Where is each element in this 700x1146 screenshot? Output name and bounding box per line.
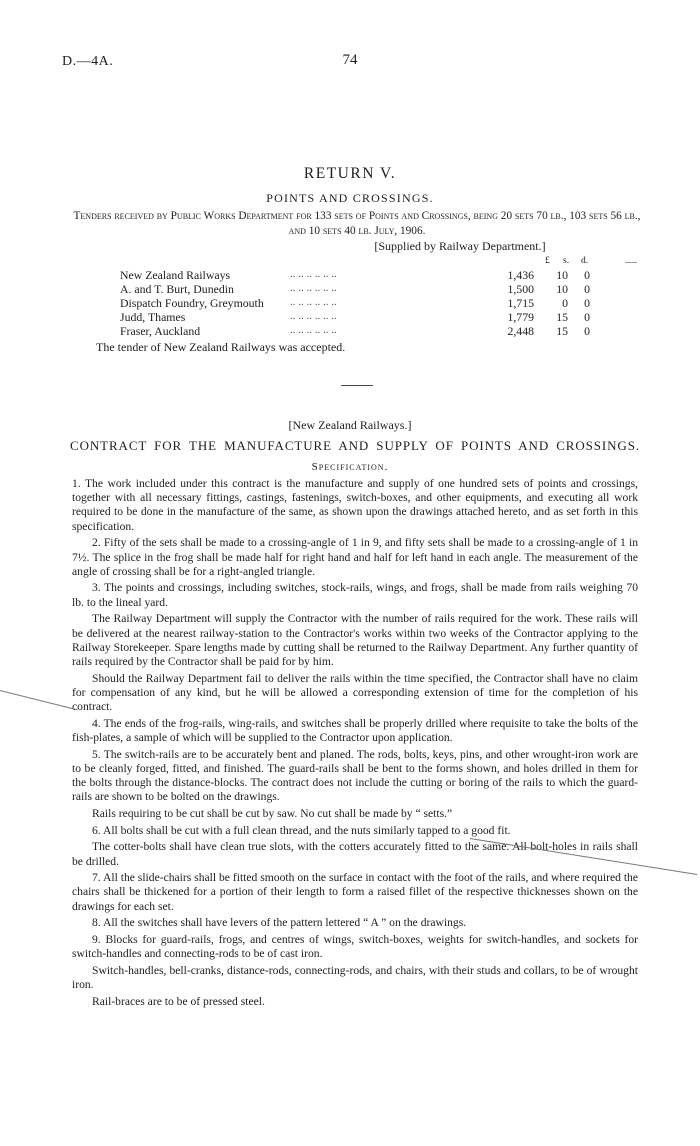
leader-dots: .. .. .. .. .. .. [290, 324, 337, 336]
tender-pence: 0 [584, 324, 590, 338]
tender-pounds: 2,448 [507, 324, 534, 338]
return-title: RETURN V. [303, 165, 397, 182]
tender-name: A. and T. Burt, Dunedin [120, 282, 234, 296]
unit-shillings: s. [563, 256, 570, 266]
contract-title: CONTRACT FOR THE MANUFACTURE AND SUPPLY OF POINTS AND CROSSINGS. [70, 438, 640, 453]
spec-paragraph: Switch-handles, bell-cranks, distance-rods, connecting-rods, and chairs, with their studs and collars, to be of wrought iron. [72, 964, 638, 992]
tender-pence: 0 [584, 282, 590, 296]
spec-paragraph: 2. Fifty of the sets shall be made to a crossing-angle of 1 in 9, and fifty sets shall be made to a crossing-angle of 1 in 7½. The splice in the frog shall be made half for right hand and half for left hand in each angle. The measurement of the angle of crossing shall be for a right-angled triangle. [72, 536, 638, 578]
spec-paragraph: 7. All the slide-chairs shall be fitted smooth on the surface in contact with the foot of the rails, and where required the chairs shall be thickened for a portion of their length to form a raised fillet of the respective thicknesses shown on the drawings for each set. [72, 871, 638, 913]
spec-paragraph: 5. The switch-rails are to be accurately bent and planed. The rods, bolts, keys, pins, and other wrought-iron work are to be cleanly forged, fitted, and finished. The guard-rails shall be bent to the forms shown, and holes drilled in them for the bolts through the distance-blocks. The contract does not include the cutting or boring of the rails to which the guard-rails are shown to be bolted on the drawings. [72, 747, 638, 804]
leader-dots: .. .. .. .. .. .. [290, 268, 337, 280]
tender-row [120, 268, 590, 282]
pencil-mark [0, 690, 78, 710]
contract-authority: [New Zealand Railways.] [288, 418, 412, 432]
supplied-note: [Supplied by Railway Department.] [374, 239, 546, 253]
unit-pounds: £ [545, 256, 550, 266]
tender-shillings: 0 [562, 296, 568, 310]
tender-pounds: 1,436 [507, 268, 534, 282]
spec-paragraph: 8. All the switches shall have levers of the pattern lettered “ A ” on the drawings. [92, 916, 467, 930]
spec-paragraph: Should the Railway Department fail to deliver the rails within the time specified, the Contractor shall have no claim for compensation of any kind, but he will be allowed a corresponding extension of time for the completion of his contract. [72, 671, 638, 714]
tender-shillings: 15 [556, 324, 568, 338]
section-divider [341, 385, 373, 386]
tender-row [120, 310, 590, 324]
document-reference: D.—4A. [62, 54, 114, 69]
tender-shillings: 10 [556, 282, 568, 296]
accepted-note: The tender of New Zealand Railways was accepted. [96, 340, 346, 354]
return-subtitle: POINTS AND CROSSINGS. [266, 191, 434, 205]
spec-paragraph: 1. The work included under this contract is the manufacture and supply of one hundred sets of points and crossings, together with all necessary fittings, castings, fastenings, switch-boxes, and other equipments, and executing all work required to be done in the manufacture of the same, as shown upon the drawings attached hereto, and as set forth in this specification. [72, 477, 638, 533]
tender-pounds: 1,779 [507, 310, 534, 324]
tender-name: New Zealand Railways [120, 268, 231, 282]
tender-shillings: 15 [556, 310, 568, 324]
tender-pence: 0 [584, 310, 590, 324]
spec-paragraph: Rails requiring to be cut shall be cut by saw. No cut shall be made by “ setts.” [92, 806, 453, 820]
tender-row [120, 282, 590, 296]
tender-name: Fraser, Auckland [120, 324, 201, 338]
spec-paragraph: 3. The points and crossings, including switches, stock-rails, wings, and frogs, shall be made from rails weighing 70 lb. to the lineal yard. [72, 581, 638, 609]
spec-paragraph: 4. The ends of the frog-rails, wing-rails, and switches shall be properly drilled where requisite to take the bolts of the fish-plates, a sample of which will be supplied to the Contractor upon application. [72, 716, 638, 744]
spec-paragraph: 6. All bolts shall be cut with a full clean thread, and the nuts similarly tapped to a good fit. [92, 823, 511, 837]
tender-row [120, 296, 590, 310]
leader-dots: .. .. .. .. .. .. [290, 310, 337, 322]
tender-row [120, 324, 590, 338]
tender-pence: 0 [584, 296, 590, 310]
unit-pence: d. [581, 256, 589, 266]
specification-body [72, 477, 638, 1012]
spec-paragraph: 9. Blocks for guard-rails, frogs, and centres of wings, switch-boxes, weights for switch-handles, and sockets for switch-handles and connecting-rods to be of cast iron. [72, 933, 638, 961]
leader-dots: .. .. .. .. .. .. [290, 296, 337, 308]
tender-pence: 0 [584, 268, 590, 282]
specification-heading: Specification. [311, 461, 389, 473]
leader-dots: .. .. .. .. .. .. [290, 282, 337, 294]
page-number: 74 [342, 52, 358, 68]
tender-heading: Tenders received by Public Works Department for 133 sets of Points and Crossings, being 20 sets 70 lb., 103 sets 56 lb., and 10 sets 40 lb. July, 1906. [73, 210, 641, 237]
tender-name: Dispatch Foundry, Greymouth [120, 296, 264, 310]
tender-name: Judd, Thames [120, 310, 186, 324]
tender-pounds: 1,715 [507, 296, 534, 310]
tender-pounds: 1,500 [507, 282, 534, 296]
tender-shillings: 10 [556, 268, 568, 282]
spec-paragraph: The cotter-bolts shall have clean true slots, with the cotters accurately fitted to the same. All bolt-holes in rails shall be drilled. [72, 840, 638, 868]
spec-paragraph: Rail-braces are to be of pressed steel. [92, 994, 265, 1008]
scan-mark [625, 262, 637, 263]
spec-paragraph: The Railway Department will supply the Contractor with the number of rails required for the work. These rails will be delivered at the nearest railway-station to the Contractor's works within two weeks of the Contractor applying to the Railway Storekeeper. Spare lengths made by cutting shall be returned to the Railway Department. Any further quantity of rails required by the Contractor shall be paid for by him. [72, 612, 638, 668]
